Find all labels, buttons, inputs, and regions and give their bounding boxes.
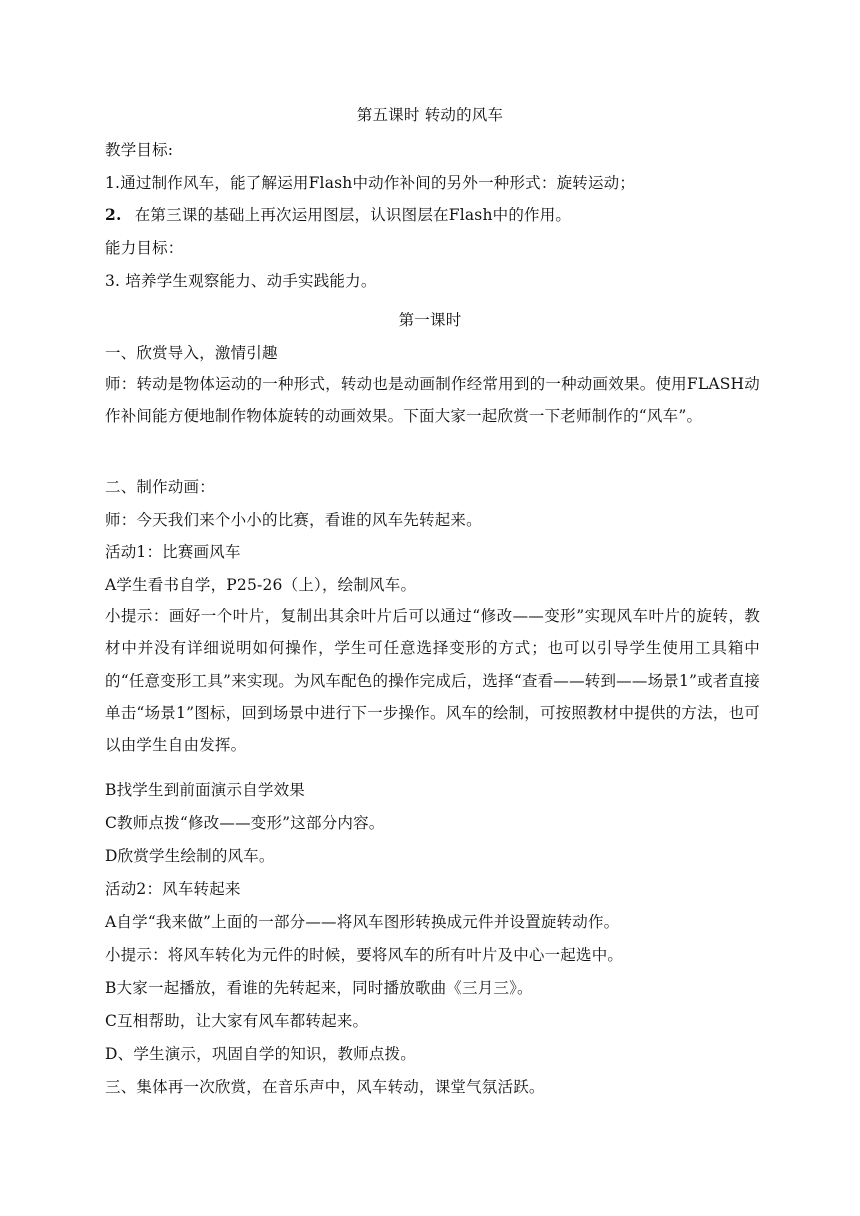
activity-2-d: D、学生演示，巩固自学的知识，教师点拨。 [105, 1045, 416, 1063]
document-title: 第五课时 转动的风车 [356, 106, 504, 124]
activity-1-d: D欣赏学生绘制的风车。 [105, 847, 275, 865]
activity-1-a: A学生看书自学，P25-26（上），绘制风车。 [105, 576, 417, 594]
activity-2-heading: 活动2：风车转起来 [105, 880, 241, 898]
ability-3: 3. 培养学生观察能力、动手实践能力。 [105, 272, 377, 290]
activity-2-b: B大家一起播放，看谁的先转起来，同时播放歌曲《三月三》。 [105, 979, 533, 997]
section-1-heading: 一、欣赏导入，激情引趣 [105, 344, 278, 362]
section-3-heading: 三、集体再一次欣赏，在音乐声中，风车转动，课堂气氛活跃。 [105, 1078, 545, 1096]
activity-1-b: B找学生到前面演示自学效果 [105, 781, 305, 799]
section-2-heading: 二、制作动画： [105, 478, 215, 496]
tip-2: 小提示：将风车转化为元件的时候，要将风车的所有叶片及中心一起选中。 [105, 946, 624, 964]
activity-2-c: C互相帮助，让大家有风车都转起来。 [105, 1012, 369, 1030]
objective-2 [105, 205, 765, 225]
objectives-heading: 教学目标: [105, 141, 174, 159]
activity-1-c: C教师点拨“修改——变形”这部分内容。 [105, 814, 385, 832]
teacher-intro-paragraph: 师：转动是物体运动的一种形式，转动也是动画制作经常用到的一种动画效果。使用FLASH动作补间能方便地制作物体旋转的动画效果。下面大家一起欣赏一下老师制作的“风车”。 [105, 375, 760, 426]
activity-2-a: A自学“我来做”上面的一部分——将风车图形转换成元件并设置旋转动作。 [105, 913, 620, 931]
objective-2-number: 2. [105, 205, 122, 224]
ability-heading: 能力目标： [105, 239, 184, 257]
tip-1-paragraph: 小提示：画好一个叶片，复制出其余叶片后可以通过“修改——变形”实现风车叶片的旋转，教材中并没有详细说明如何操作，学生可任意选择变形的方式；也可以引导学生使用工具箱中的“任意变形工具”来实现。为风车配色的操作完成后，选择“查看——转到——场景1”或者直接单击“场景1”图标，回到场景中进行下一步操作。风车的绘制，可按照教材中提供的方法，也可以由学生自由发挥。 [105, 607, 760, 755]
lesson-heading: 第一课时 [398, 311, 462, 329]
objective-1: 1.通过制作风车，能了解运用Flash中动作补间的另外一种形式：旋转运动； [105, 174, 636, 192]
activity-1-heading: 活动1：比赛画风车 [105, 543, 241, 561]
teacher-competition: 师：今天我们来个小小的比赛，看谁的风车先转起来。 [105, 511, 482, 529]
objective-2-text: 在第三课的基础上再次运用图层，认识图层在Flash中的作用。 [134, 206, 572, 224]
